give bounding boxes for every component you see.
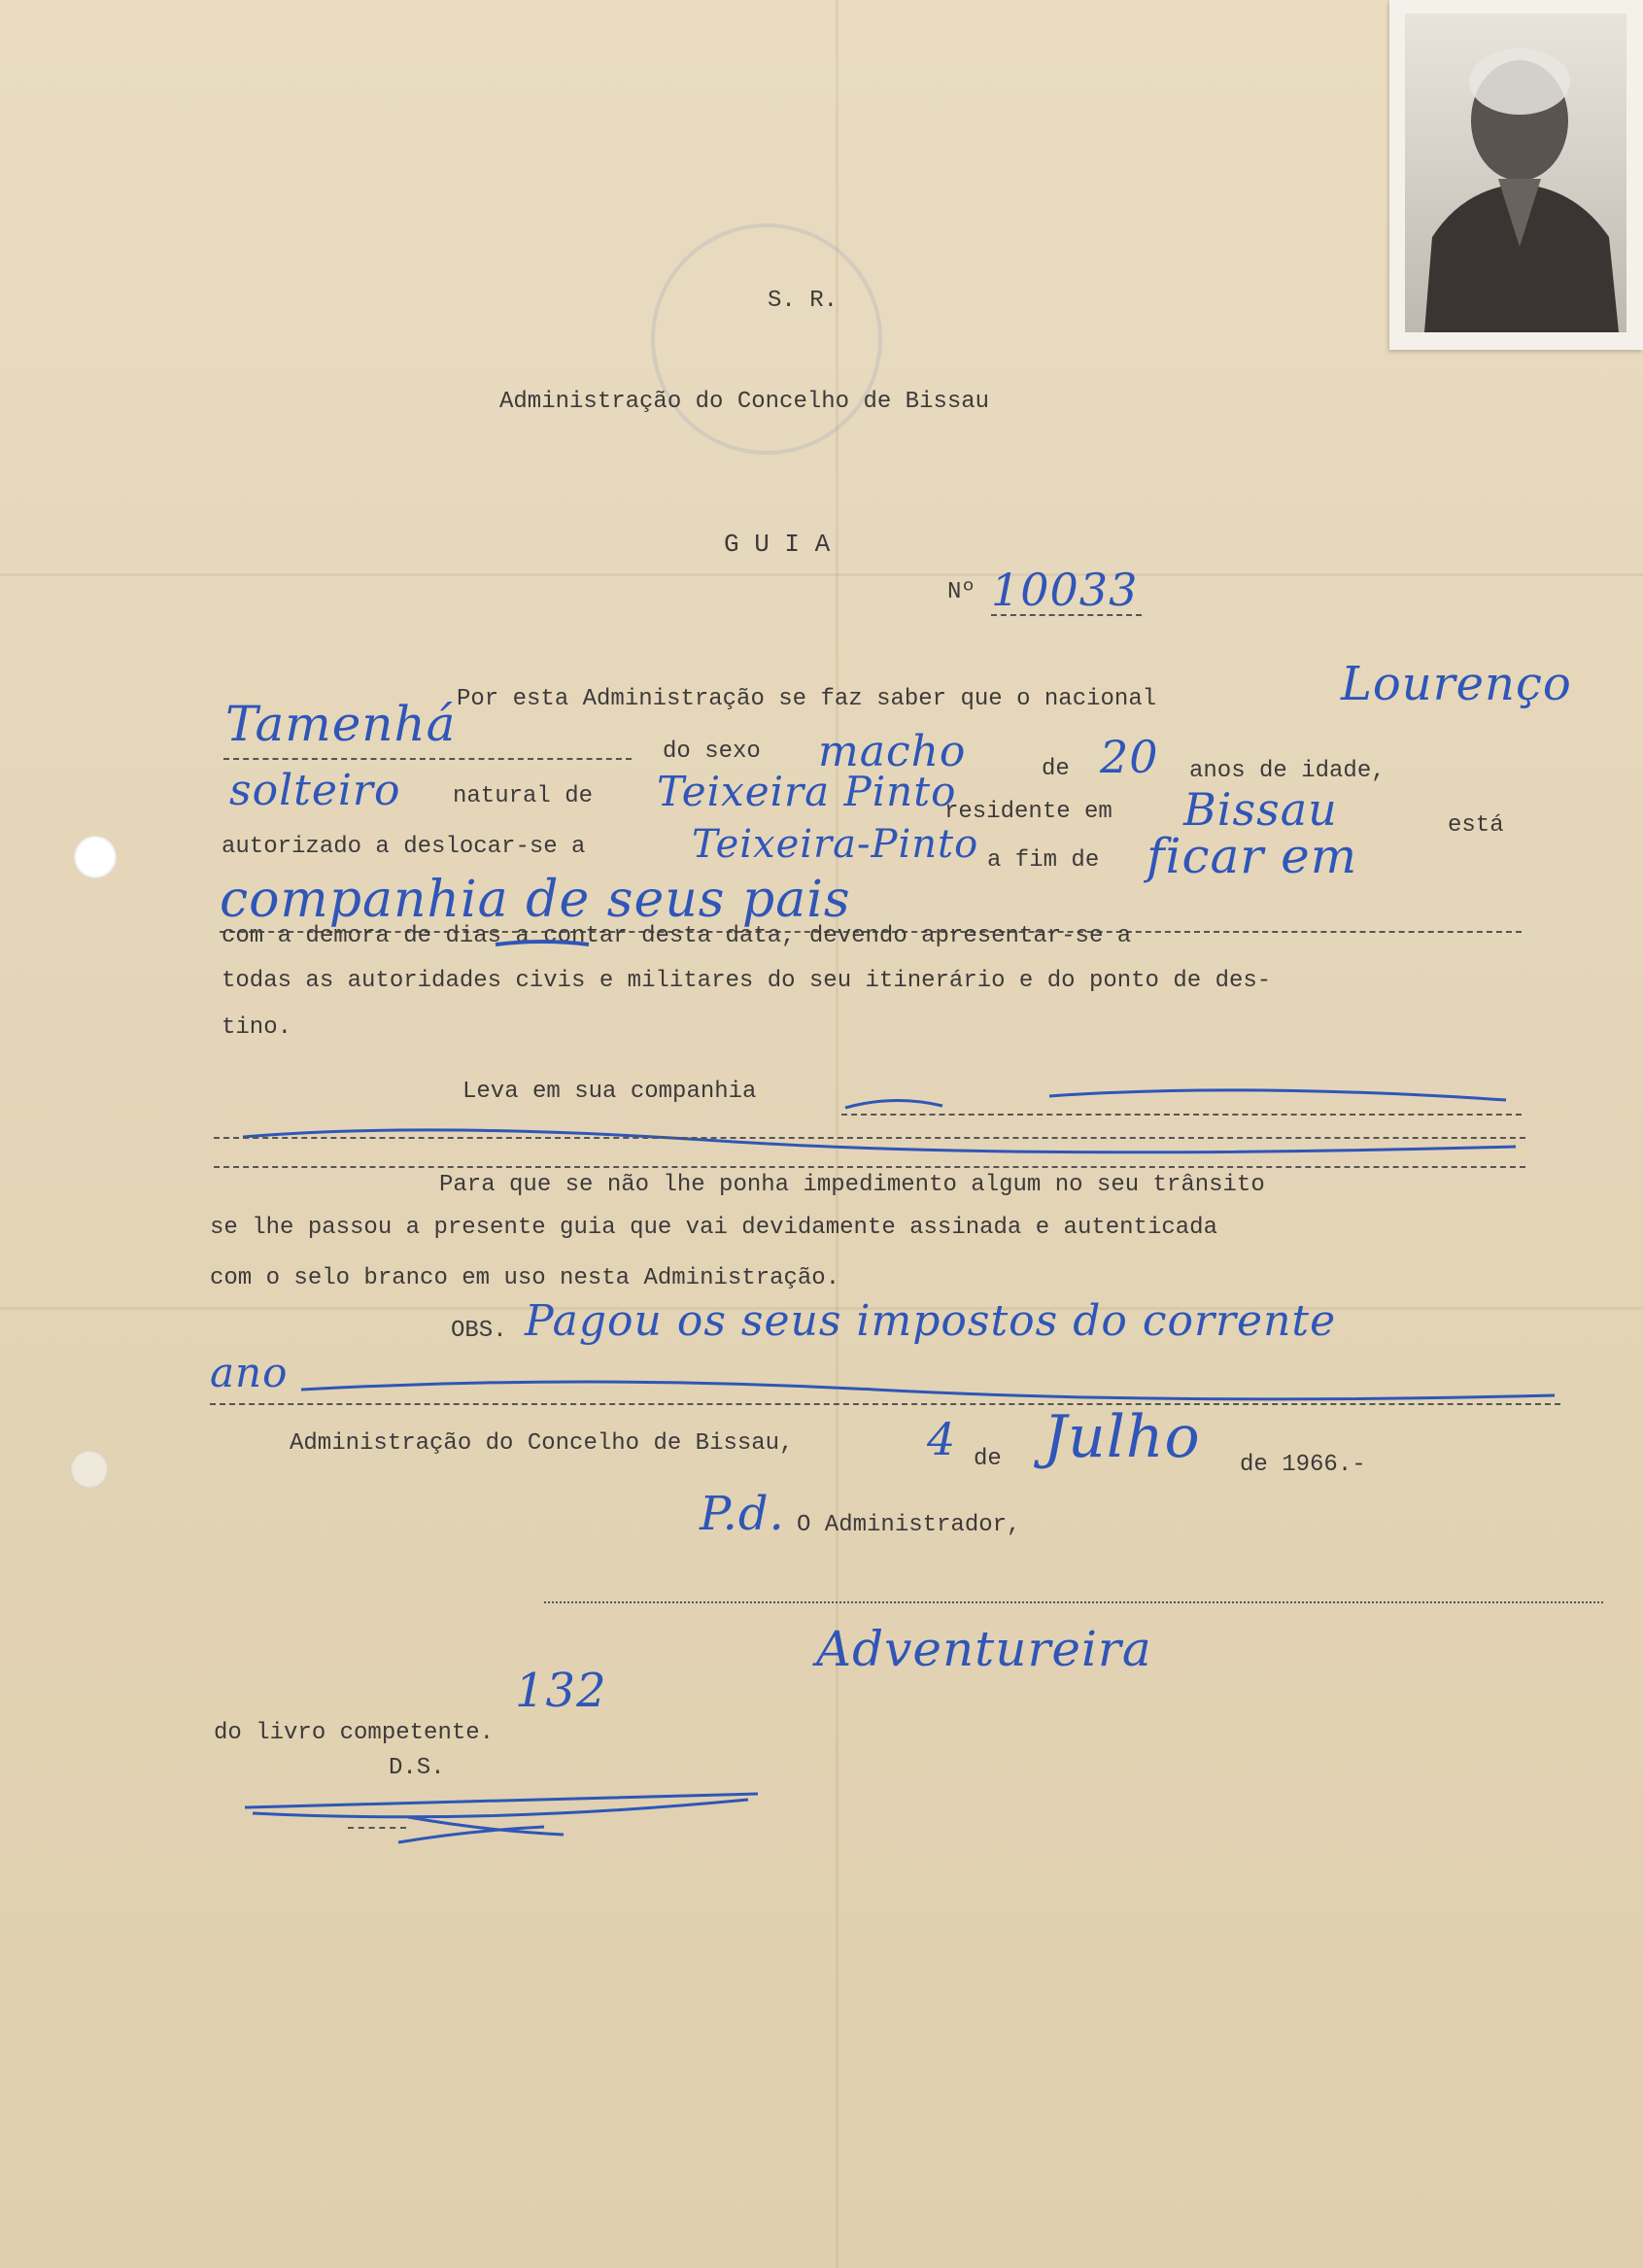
faded-seal-stamp	[651, 223, 882, 455]
punch-hole	[74, 836, 117, 878]
day-field: 4	[927, 1413, 957, 1465]
purpose-field-a: ficar em	[1147, 828, 1358, 884]
administrator-label: O Administrador,	[797, 1512, 1021, 1538]
age-of-label: de	[1042, 756, 1070, 782]
name-field: Lourenço	[1341, 657, 1572, 711]
companion-strike	[836, 1079, 1516, 1117]
paper-crease	[0, 573, 1643, 576]
years-label: anos de idade,	[1189, 758, 1386, 784]
header-sr: S. R.	[768, 288, 839, 314]
obs-label: OBS.	[451, 1318, 507, 1344]
clearance-text-1: Para que se não lhe ponha impedimento algum no seu trânsito	[439, 1172, 1265, 1198]
authorities-text: todas as autoridades civis e militares do seu itinerário e do ponto de des-	[222, 968, 1272, 994]
obs-text-b: ano	[210, 1349, 289, 1396]
number-rule	[991, 614, 1142, 616]
marital-status-field: solteiro	[229, 766, 401, 815]
ds-rule	[348, 1827, 406, 1829]
purpose-field-b: companhia de seus pais	[220, 871, 851, 929]
natural-label: natural de	[453, 783, 594, 809]
book-label: do livro competente.	[214, 1720, 495, 1746]
book-number: 132	[515, 1664, 607, 1718]
purpose-label: a fim de	[987, 847, 1100, 874]
authorized-label: autorizado a deslocar-se a	[222, 834, 586, 860]
guide-number: 10033	[991, 564, 1139, 616]
is-label: está	[1448, 812, 1504, 839]
sex-label: do sexo	[663, 739, 761, 765]
surname-field: Tamenhá	[225, 696, 457, 752]
companion-rule-3	[214, 1166, 1525, 1168]
administrator-signature: Adventureira	[816, 1621, 1152, 1677]
obs-rule	[210, 1403, 1560, 1405]
residence-field: Bissau	[1183, 783, 1338, 836]
year-text: de 1966.-	[1240, 1452, 1366, 1478]
intro-text: Por esta Administração se faz saber que o nacional	[457, 686, 1157, 712]
residence-label: residente em	[944, 799, 1112, 825]
companion-rule-2	[214, 1137, 1525, 1139]
clearance-text-3: com o selo branco em uso nesta Administração.	[210, 1265, 840, 1291]
companion-blank-strike	[233, 1117, 1535, 1166]
id-photo	[1389, 0, 1643, 350]
obs-text-a: Pagou os seus impostos do corrente	[525, 1296, 1337, 1346]
sex-field: macho	[818, 727, 967, 776]
age-field: 20	[1100, 731, 1159, 783]
signature-rule	[544, 1601, 1603, 1603]
date-de-text: de	[974, 1446, 1002, 1472]
office-title: Administração do Concelho de Bissau	[499, 389, 990, 415]
origin-field: Teixeira Pinto	[657, 768, 957, 815]
destination-field: Teixeira-Pinto	[692, 822, 979, 867]
ds-signature	[233, 1778, 777, 1856]
destination-end-text: tino.	[222, 1014, 292, 1041]
portrait-image	[1405, 14, 1626, 332]
document-title: G U I A	[724, 530, 831, 559]
punch-hole	[70, 1450, 109, 1489]
number-label: Nº	[947, 579, 976, 605]
pd-initials: P.d.	[700, 1487, 785, 1541]
clearance-text-2: se lhe passou a presente guia que vai devidamente assinada e autenticada	[210, 1215, 1217, 1241]
place-text: Administração do Concelho de Bissau,	[290, 1430, 794, 1457]
month-field: Julho	[1044, 1403, 1201, 1471]
ds-label: D.S.	[389, 1755, 445, 1781]
surname-rule	[223, 758, 632, 760]
duration-dash	[494, 937, 591, 950]
companion-label: Leva em sua companhia	[462, 1079, 757, 1105]
duration-text: com a demora de dias a contar desta data, devendo apresentar-se a	[222, 923, 1132, 949]
